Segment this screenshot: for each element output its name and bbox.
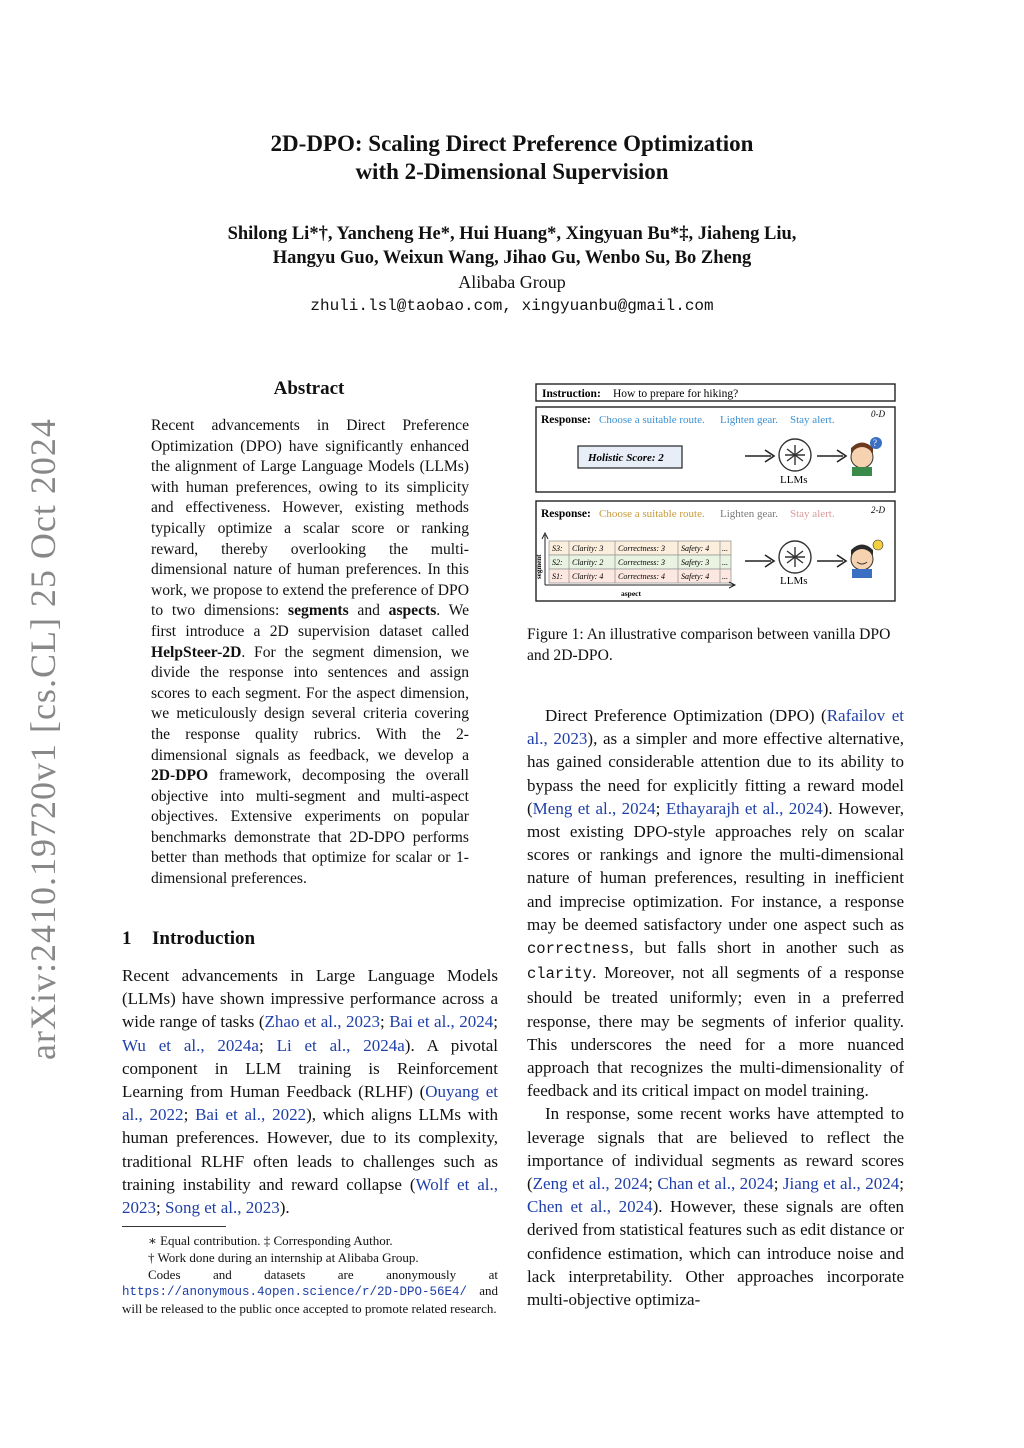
grid-cell-clarity: Clarity: 4 [572,572,604,581]
grid-cell-correctness: Correctness: 4 [618,572,666,581]
footnote-code-text-2: and will be released to the public once accepted to promote related research. [122,1283,498,1317]
llms-label-0d: LLMs [780,474,808,486]
footnote-rule [122,1226,226,1227]
segment-3-text-0d: Stay alert. [790,414,835,426]
section-number: 1 [122,928,132,949]
right-paragraph-2 [527,1102,904,1311]
author-emails: zhuli.lsl@taobao.com, xingyuanbu@gmail.com [310,297,714,315]
citation-separator: ; [156,1198,165,1218]
citation-separator: ; [655,798,666,818]
segment-1-text-0d: Choose a suitable route. [599,414,705,426]
grid-cell-clarity: Clarity: 2 [572,558,604,567]
citation-link[interactable]: Wu et al., 2024a [122,1035,259,1055]
footnote-internship: † Work done during an internship at Alibaba Group. [148,1249,419,1265]
citation-separator: ; [648,1174,658,1194]
code-term-correctness: correctness [527,940,630,959]
authors-line-1: Shilong Li*†, Yancheng He*, Hui Huang*, Xingyuan Bu*‡, Jiaheng Liu, [227,224,797,244]
authors-line-2: Hangyu Guo, Weixun Wang, Jihao Gu, Wenbo Su, Bo Zheng [272,248,752,268]
holistic-score-text: Holistic Score: 2 [588,452,664,464]
citation-link[interactable]: Li et al., 2024a [276,1035,405,1055]
citation-link[interactable]: Song et al., 2023 [164,1198,280,1218]
tag-0d: 0-D [871,409,885,419]
segment-2-text-0d: Lighten gear. [720,414,779,426]
segment-2-text-2d: Lighten gear. [720,508,779,520]
affiliation: Alibaba Group [458,272,566,292]
abstract-heading: Abstract [273,378,345,399]
intro-paragraph [122,964,498,1219]
right-text: Direct Preference Optimization (DPO) ( [545,706,827,725]
abstract-text-2: and [348,602,389,620]
citation-link[interactable]: Zeng et al., 2024 [532,1174,649,1194]
grid-cell-more: ... [722,572,728,581]
abstract-body [151,416,469,890]
grid-cell-seg: S2: [552,558,563,567]
figure-1-caption: Figure 1: An illustrative comparison between vanilla DPO and 2D-DPO. [527,626,891,664]
citation-separator: ; [773,1174,783,1194]
aspect-axis-label: aspect [621,589,641,598]
figure-1 [535,383,897,605]
right-text: ). However, most existing DPO-style approaches rely on scalar scores or rankings and ignore the multi-dimensional nature of human preferences, resulting in inefficient and imprecise optimization. For instance, a response may be deemed satisfactory under one aspect such as [527,798,904,934]
grid-cell-seg: S1: [552,572,563,581]
footnote-code [122,1267,498,1318]
grid-cell-safety: Safety: 4 [681,572,710,581]
instruction-label: Instruction: [542,388,601,400]
citation-link[interactable]: Rafailov et al., 2023 [527,706,904,749]
tag-2d: 2-D [871,505,885,515]
intro-text-d: ). [279,1198,290,1218]
right-text: ). However, these signals are often derived from statistical features such as edit distance or confidence estimation, which can introduce noise and lack interpretability. Other approaches incorporate multi-objective optimiza- [527,1197,904,1310]
code-url-link[interactable]: https://anonymous.4open.science/r/2D-DPO-56E4/ [122,1285,468,1300]
right-text: ), as a simpler and more effective alternative, has gained considerable attention due to its ability to bypass the need for explicitly fitting a reward model ( [527,729,904,818]
footnote-code-text: Codes and datasets are anonymously at [148,1266,498,1282]
title-line-1: 2D-DPO: Scaling Direct Preference Optimization [270,131,754,156]
paper-title [0,130,1024,186]
right-text: In response, some recent works have attempted to leverage signals that are believed to reflect the importance of individual segments as reward scores ( [527,1104,904,1194]
grid-cell-safety: Safety: 4 [681,544,710,553]
citation-link[interactable]: Ethayarajh et al., 2024 [665,798,823,818]
section-title: Introduction [152,928,256,949]
right-paragraph-1 [527,704,904,1102]
citation-link[interactable]: Bai et al., 2024 [389,1012,494,1032]
citation-link[interactable]: Zhao et al., 2023 [264,1012,380,1032]
score-grid-text [552,544,728,581]
abstract-text-1: Recent advancements in Direct Preference Optimization (DPO) have significantly enhanced the alignment of Large Language Models (LLMs) with human preferences, owing to its simplicity and effectiveness. However, existing methods typically optimize a scalar score or ranking reward, thereby overlooking the multi-dimensional nature of human preferences. In this work, we propose to extend the preference of DPO to two dimensions: [151,417,469,620]
citation-link[interactable]: Jiang et al., 2024 [782,1174,900,1194]
citation-link[interactable]: Ouyang et al., 2022 [122,1082,499,1125]
intro-text-b: ). A pivotal component in LLM training is Reinforcement Learning from Human Feedback (RLHF) ( [122,1035,498,1102]
segment-3-text-2d: Stay alert. [790,508,835,520]
citation-separator: ; [379,1012,390,1032]
citation-link[interactable]: Chen et al., 2024 [527,1197,653,1217]
citation-link[interactable]: Bai et al., 2022 [195,1105,307,1125]
intro-text-c: ), which aligns LLMs with human preferences. However, due to its complexity, traditional RLHF often leads to challenges such as training instability and reward collapse ( [122,1105,498,1194]
segment-1-text-2d: Choose a suitable route. [599,508,705,520]
citation-separator: ; [493,1012,499,1032]
right-text: , but falls short in another such as [629,938,904,958]
abstract-text-5: framework, decomposing the overall objective into multi-segment and multi-aspect objectives. Extensive experiments on popular benchmarks demonstrate that 2D-DPO performs better than methods that optimize for scalar or 1-dimensional preferences. [151,767,469,888]
grid-cell-correctness: Correctness: 3 [618,558,666,567]
citation-link[interactable]: Meng et al., 2024 [532,798,656,818]
response-label-0d: Response: [541,414,591,426]
abstract-bold-dataset: HelpSteer-2D [151,643,242,661]
author-list [0,222,1024,270]
title-line-2: with 2-Dimensional Supervision [355,159,669,184]
abstract-bold-framework: 2D-DPO [151,767,209,785]
llms-label-2d: LLMs [780,575,808,587]
footnote-equal: ∗ Equal contribution. ‡ Corresponding Author. [148,1233,393,1248]
code-term-clarity: clarity [527,965,593,984]
abstract-text-3: . We first introduce a 2D supervision dataset called [151,602,470,640]
grid-cell-seg: S3: [552,544,563,553]
citation-separator: ; [183,1105,196,1125]
grid-cell-more: ... [722,544,728,553]
arxiv-stamp: arXiv:2410.19720v1 [cs.CL] 25 Oct 2024 [23,418,63,1060]
right-text: . Moreover, not all segments of a response should be treated uniformly; even in a preferred response, there may be segments of inferior quality. This underscores the need for a more nuanced approach that recognizes the multi-dimensionality of feedback and its critical impact on model training. [527,963,904,1101]
footnotes [122,1233,498,1318]
intro-text-a: Recent advancements in Large Language Models (LLMs) have shown impressive performance across a wide range of tasks ( [122,966,498,1032]
figure-1-illustration [535,383,897,605]
grid-cell-safety: Safety: 3 [681,558,710,567]
svg-text:?: ? [873,438,877,448]
segment-axis-label: segment [535,554,543,579]
citation-separator: ; [899,1174,905,1194]
instruction-text: How to prepare for hiking? [613,388,739,400]
abstract-bold-segments: segments [288,602,349,620]
citation-link[interactable]: Chan et al., 2024 [657,1174,774,1194]
abstract-text-4: . For the segment dimension, we divide the response into sentences and assign scores to each segment. For the aspect dimension, we meticulously design several criteria covering the response quality rubrics. With the 2-dimensional signals as feedback, we develop a [151,643,469,764]
section-heading-introduction [122,928,255,950]
citation-link[interactable]: Wolf et al., 2023 [122,1174,498,1218]
grid-cell-more: ... [722,558,728,567]
grid-cell-clarity: Clarity: 3 [572,544,604,553]
citation-separator: ; [258,1035,277,1055]
grid-cell-correctness: Correctness: 3 [618,544,666,553]
response-label-2d: Response: [541,508,591,520]
abstract-bold-aspects: aspects [388,602,437,620]
right-column-body [527,704,904,1311]
